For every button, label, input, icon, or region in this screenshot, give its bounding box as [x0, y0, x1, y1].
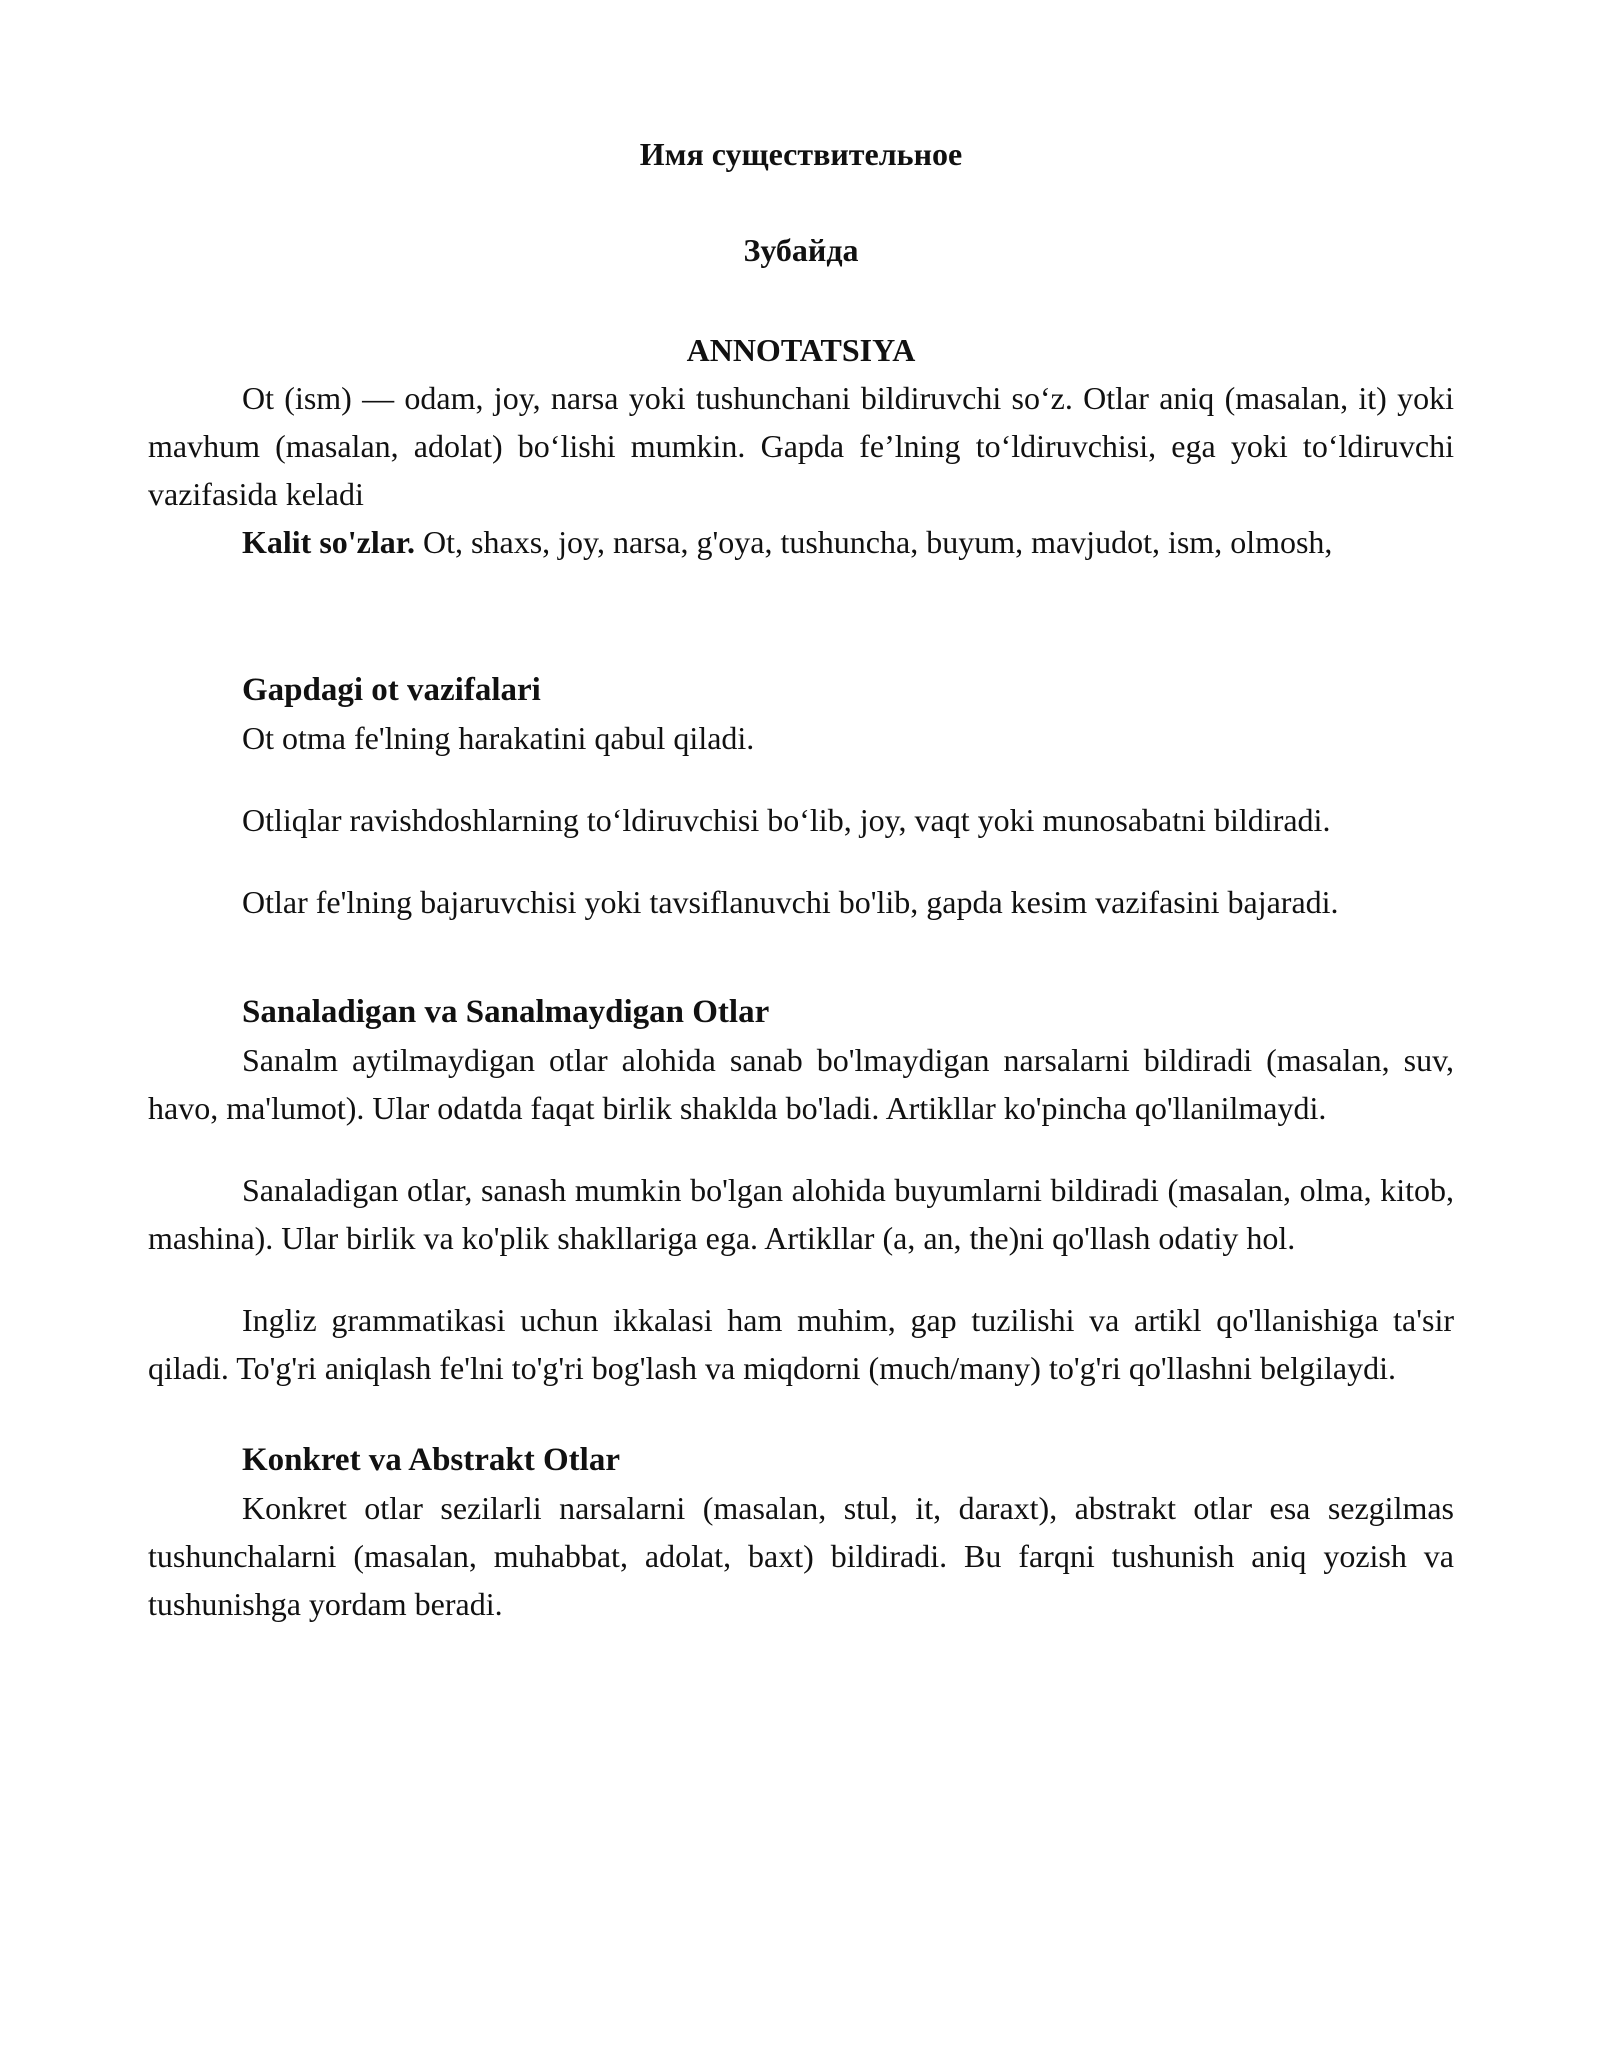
document-page — [148, 0, 1454, 1628]
section-paragraph: Ingliz grammatikasi uchun ikkalasi ham muhim, gap tuzilishi va artikl qo'llanishiga ta'sir qiladi. To'g'ri aniqlash fe'lni to'g'ri bog'lash va miqdorni (much/many) to'g'ri qo'llashni belgilaydi. — [148, 1302, 1454, 1386]
annotation-heading: ANNOTATSIYA — [686, 332, 916, 368]
section-paragraph: Otliqlar ravishdoshlarning to‘ldiruvchisi bo‘lib, joy, vaqt yoki munosabatni bildiradi. — [242, 802, 1331, 838]
keywords-paragraph — [148, 518, 1454, 566]
section-heading-concrete: Konkret va Abstrakt Otlar — [242, 1442, 620, 1478]
section-heading-functions: Gapdagi ot vazifalari — [242, 672, 541, 708]
section-heading-countable: Sanaladigan va Sanalmaydigan Otlar — [242, 994, 770, 1030]
document-author: Зубайда — [743, 232, 859, 268]
section-paragraph: Konkret otlar sezilarli narsalarni (masalan, stul, it, daraxt), abstrakt otlar esa sezgilmas tushunchalarni (masalan, muhabbat, adolat, baxt) bildiradi. Bu farqni tushunish aniq yozish va tushunishga yordam beradi. — [148, 1490, 1454, 1622]
section-paragraph: Sanaladigan otlar, sanash mumkin bo'lgan alohida buyumlarni bildiradi (masalan, olma, kitob, mashina). Ular birlik va ko'plik shakllariga ega. Artikllar (a, an, the)ni qo'llash odatiy hol. — [148, 1172, 1454, 1256]
section-paragraph: Ot otma fe'lning harakatini qabul qiladi. — [242, 720, 755, 756]
document-title: Имя существительное — [639, 136, 963, 172]
keywords-label: Kalit so'zlar. — [242, 524, 416, 560]
keywords-text: Ot, shaxs, joy, narsa, g'oya, tushuncha, buyum, mavjudot, ism, olmosh, — [415, 524, 1333, 560]
section-paragraph: Otlar fe'lning bajaruvchisi yoki tavsiflanuvchi bo'lib, gapda kesim vazifasini bajaradi. — [242, 884, 1339, 920]
section-paragraph: Sanalm aytilmaydigan otlar alohida sanab bo'lmaydigan narsalarni bildiradi (masalan, suv, havo, ma'lumot). Ular odatda faqat birlik shaklda bo'ladi. Artikllar ko'pincha qo'llanilmaydi. — [148, 1042, 1454, 1126]
annotation-text: Ot (ism) — odam, joy, narsa yoki tushunchani bildiruvchi so‘z. Otlar aniq (masalan, it) yoki mavhum (masalan, adolat) bo‘lishi mumkin. Gapda fe’lning to‘ldiruvchisi, ega yoki to‘ldiruvchi vazifasida keladi — [148, 380, 1454, 512]
